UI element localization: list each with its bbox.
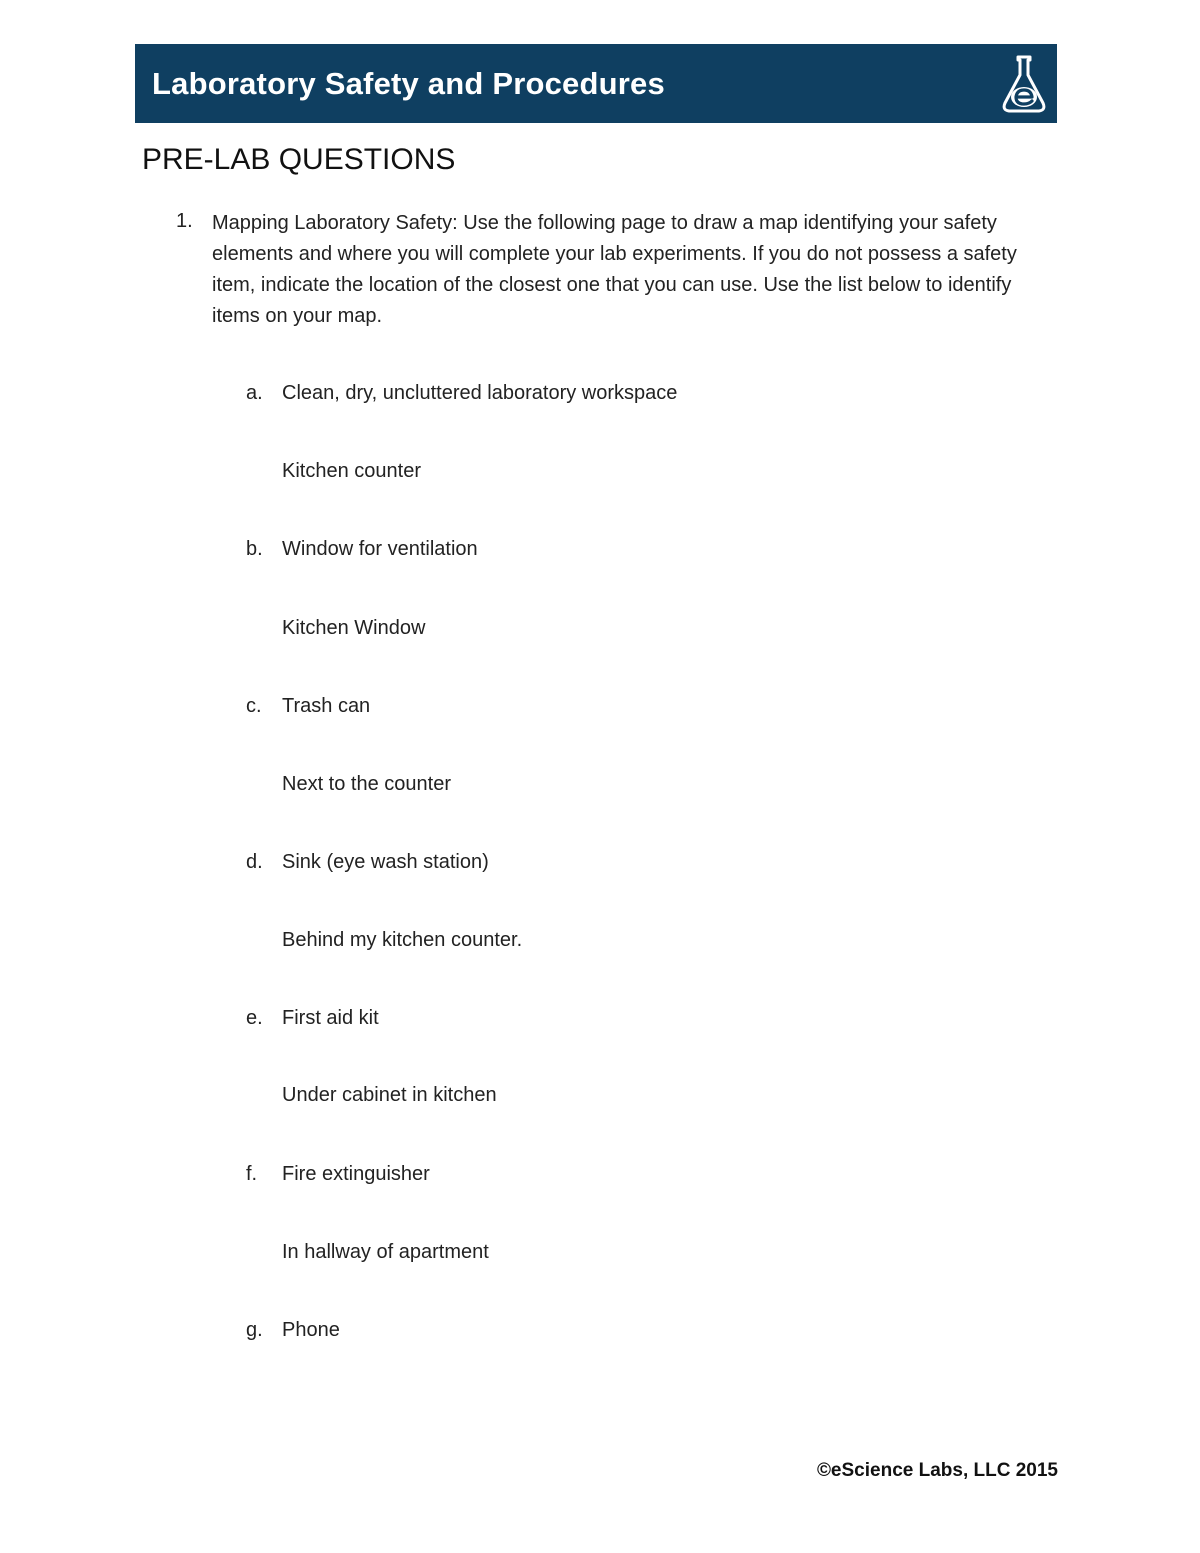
document-title: Laboratory Safety and Procedures — [152, 66, 665, 101]
item-label: First aid kit — [282, 1007, 379, 1029]
section-title: PRE-LAB QUESTIONS — [142, 143, 456, 176]
flask-e-logo-icon — [999, 53, 1049, 115]
item-answer: Under cabinet in kitchen — [282, 1084, 497, 1106]
copyright-footer: ©eScience Labs, LLC 2015 — [816, 1460, 1058, 1481]
question-text: Mapping Laboratory Safety: Use the following page to draw a map identifying your safety elements and where you will complete your lab experiments. If you do not possess a safety item, indicate the location of the closest one that you can use. Use the list below to identify items on your map. — [212, 212, 1017, 327]
item-letter: g. — [246, 1319, 263, 1341]
question-number: 1. — [176, 210, 193, 232]
item-letter: d. — [246, 851, 263, 873]
item-answer: Kitchen Window — [282, 617, 426, 639]
item-answer: Kitchen counter — [282, 460, 421, 482]
item-label: Clean, dry, uncluttered laboratory workspace — [282, 382, 678, 404]
item-label: Sink (eye wash station) — [282, 851, 489, 873]
item-label: Window for ventilation — [282, 538, 478, 560]
item-answer: In hallway of apartment — [282, 1241, 489, 1263]
item-answer: Behind my kitchen counter. — [282, 929, 523, 951]
item-label: Phone — [282, 1319, 340, 1341]
item-answer: Next to the counter — [282, 773, 451, 795]
header-banner — [135, 44, 1057, 123]
item-letter: e. — [246, 1007, 263, 1029]
item-letter: f. — [246, 1163, 258, 1185]
item-letter: c. — [246, 695, 262, 717]
item-letter: b. — [246, 538, 263, 560]
item-label: Trash can — [282, 695, 371, 717]
item-label: Fire extinguisher — [282, 1163, 430, 1185]
item-letter: a. — [246, 382, 263, 404]
